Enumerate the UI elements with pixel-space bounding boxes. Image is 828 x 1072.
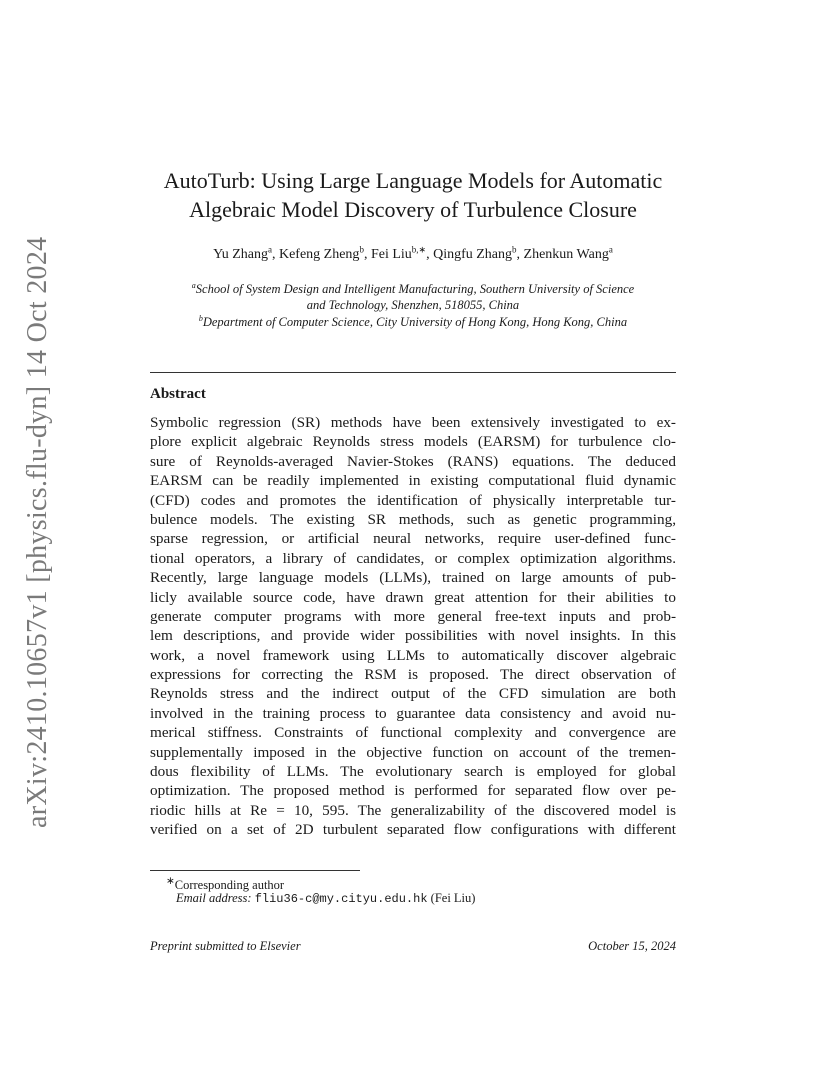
abstract-line: dous flexibility of LLMs. The evolutionary search is employed for global bbox=[150, 763, 676, 781]
email-footnote bbox=[176, 891, 676, 906]
abstract-line: verified on a set of 2D turbulent separated flow configurations with different bbox=[150, 821, 676, 839]
title-line-2: Algebraic Model Discovery of Turbulence Closure bbox=[189, 197, 637, 222]
abstract-line: licly available source code, have drawn great attention for their abilities to bbox=[150, 588, 676, 606]
submission-date: October 15, 2024 bbox=[588, 939, 676, 953]
email-owner: (Fei Liu) bbox=[430, 891, 476, 905]
arxiv-identifier-stamp: arXiv:2410.10657v1 [physics.flu-dyn] 14 Oct 2024 bbox=[22, 236, 53, 828]
author-3: Fei Liu$^{b,∗}$, bbox=[370, 244, 434, 262]
abstract-line: plore explicit algebraic Reynolds stress models (EARSM) for turbulence clo- bbox=[150, 433, 676, 451]
abstract-line: Reynolds stress and the indirect output of the CFD simulation are both bbox=[150, 685, 676, 703]
abstract-line: bulence models. The existing SR methods, such as genetic programming, bbox=[150, 510, 676, 528]
abstract-line: involved in the training process to guarantee data consistency and avoid nu- bbox=[150, 704, 676, 722]
author-5: Zhenkun Wang$^a$ bbox=[523, 244, 613, 262]
abstract-line: sure of Reynolds-averaged Navier-Stokes (RANS) equations. The deduced bbox=[150, 452, 676, 470]
abstract-line: (CFD) codes and promotes the identification of physically interpretable tur- bbox=[150, 491, 676, 509]
abstract-line: supplementally imposed in the objective function on account of the tremen- bbox=[150, 743, 676, 761]
abstract-line: tional operators, a library of candidates, or complex optimization algorithms. bbox=[150, 549, 676, 567]
abstract-line: merical stiffness. Constraints of functional complexity and convergence are bbox=[150, 724, 676, 742]
abstract-line: expressions for correcting the RSM is proposed. The direct observation of bbox=[150, 666, 676, 684]
preprint-note: Preprint submitted to Elsevier bbox=[150, 939, 301, 953]
abstract-line: sparse regression, or artificial neural networks, require user-defined func- bbox=[150, 530, 676, 548]
abstract-body bbox=[150, 413, 676, 840]
abstract-line: work, a novel framework using LLMs to automatically discover algebraic bbox=[150, 646, 676, 664]
author-1: Yu Zhang$^a$, bbox=[213, 244, 279, 262]
abstract-line: Symbolic regression (SR) methods have been extensively investigated to ex- bbox=[150, 414, 676, 431]
affiliation-a: $^a$School of System Design and Intelligent Manufacturing, Southern University of Science and Technology, Shenzhen, 518055, China bbox=[191, 281, 635, 313]
corresponding-author-footnote: ∗Corresponding author bbox=[166, 876, 285, 893]
title-line-1: AutoTurb: Using Large Language Models for Automatic bbox=[163, 168, 663, 193]
abstract-divider bbox=[150, 372, 676, 373]
email-label: Email address: bbox=[176, 891, 252, 905]
abstract-heading: Abstract bbox=[150, 386, 206, 402]
affiliation-b: $^b$Department of Computer Science, City University of Hong Kong, Hong Kong, China bbox=[198, 314, 628, 330]
abstract-line: optimization. The proposed method is performed for separated flow over pe- bbox=[150, 782, 676, 800]
author-2: Kefeng Zheng$^b$, bbox=[278, 244, 371, 262]
email-address-link[interactable]: fliu36-c@my.cityu.edu.hk bbox=[254, 892, 428, 906]
abstract-line: lem descriptions, and provide wider possibilities with novel insights. In this bbox=[150, 627, 676, 645]
abstract-line: riodic hills at Re = 10, 595. The generalizability of the discovered model is bbox=[150, 801, 676, 819]
abstract-line: EARSM can be readily implemented in existing computational fluid dynamic bbox=[150, 472, 676, 490]
author-4: Qingfu Zhang$^b$, bbox=[433, 244, 524, 262]
paper-title bbox=[140, 166, 686, 224]
author-list bbox=[140, 244, 686, 263]
abstract-line: generate computer programs with more general free-text inputs and prob- bbox=[150, 607, 676, 625]
footnote-divider bbox=[150, 870, 360, 871]
abstract-line: Recently, large language models (LLMs), trained on large amounts of pub- bbox=[150, 569, 676, 587]
